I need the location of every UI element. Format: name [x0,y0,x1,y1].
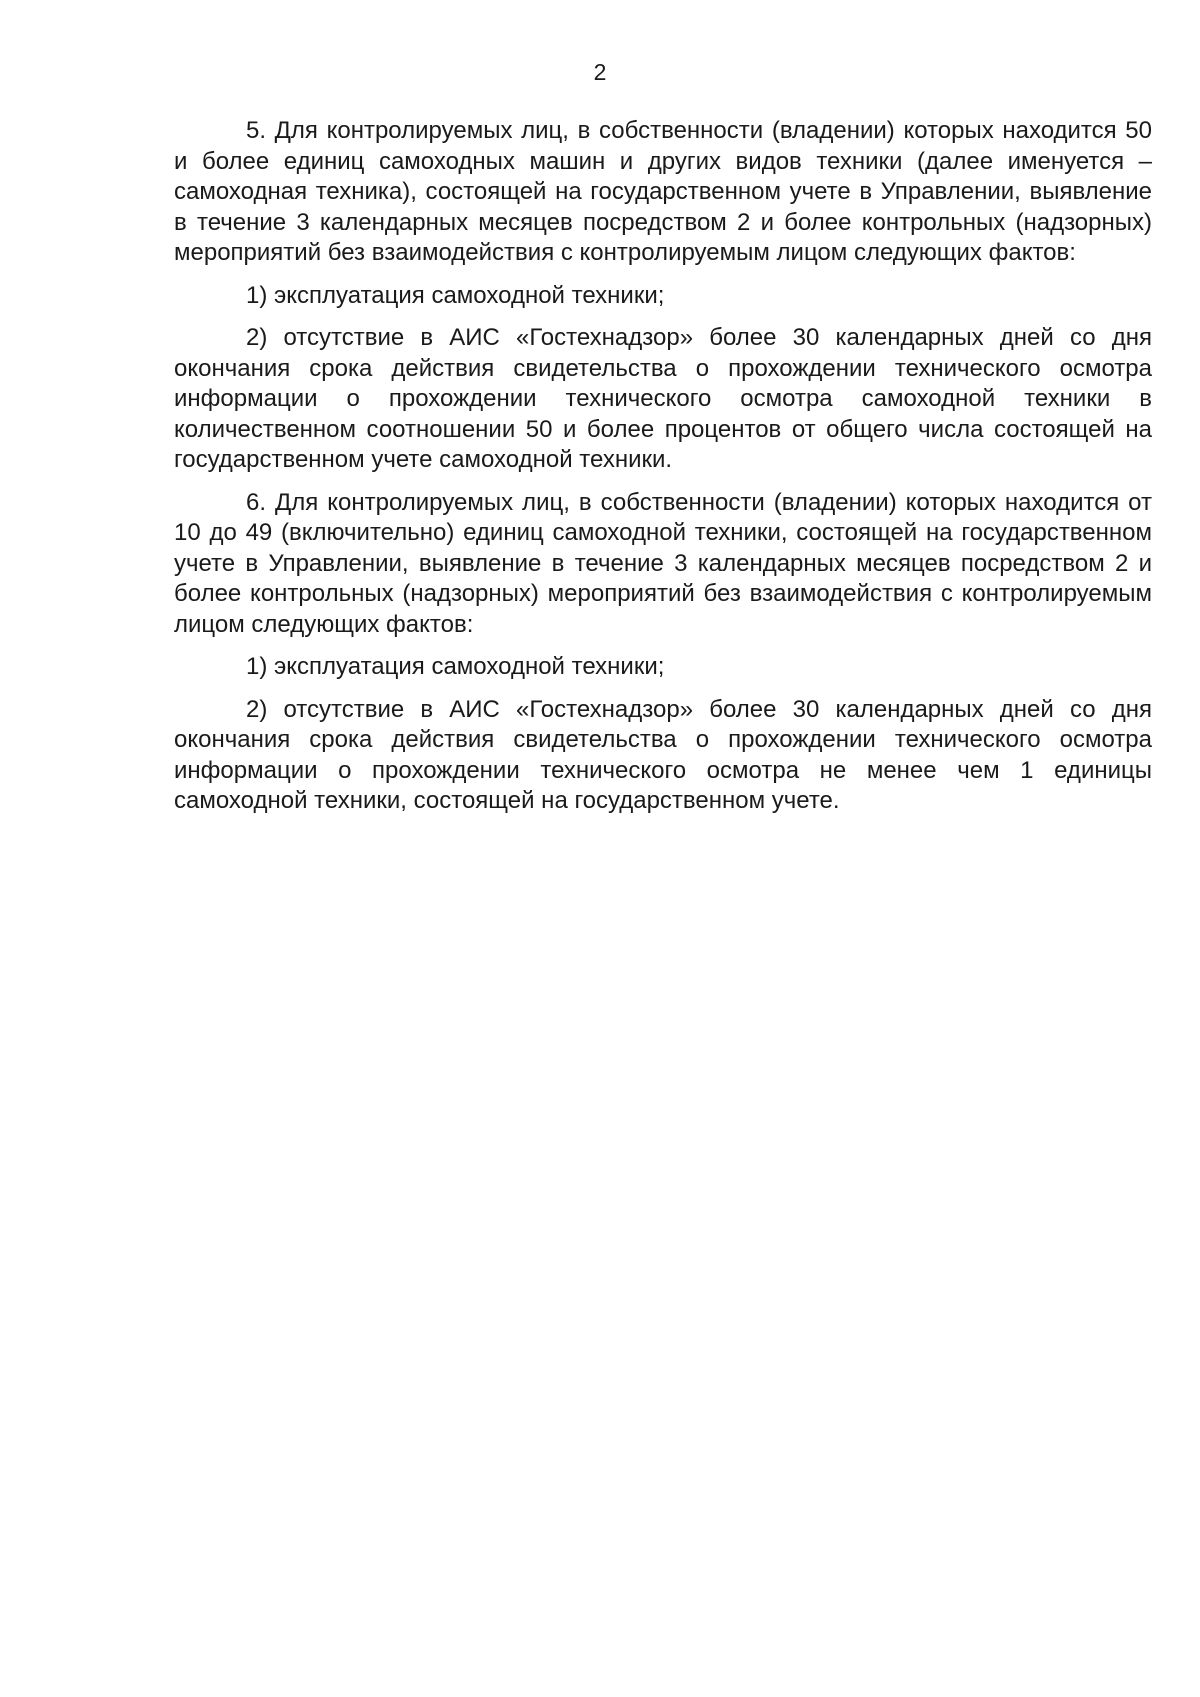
paragraph-subitem-6-1: 1) эксплуатация самоходной техники; [246,653,665,680]
paragraph-subitem-5-2: 2) отсутствие в АИС «Гостехнадзор» более 30 календарных дней со дня окончания срока действия свидетельства о прохождении технического осмотра информации о прохождении технического осмотра самоходной техники в количественном соотношении 50 и более процентов от общего числа состоящей на государственном учете самоходной техники. [174,324,1152,473]
page-number: 2 [593,59,607,85]
paragraph-subitem-6-2: 2) отсутствие в АИС «Гостехнадзор» более 30 календарных дней со дня окончания срока действия свидетельства о прохождении технического осмотра информации о прохождении технического осмотра не менее чем 1 единицы самоходной техники, состоящей на государственном учете. [174,695,1152,814]
paragraph-item-5: 5. Для контролируемых лиц, в собственности (владении) которых находится 50 и более единиц самоходных машин и других видов техники (далее именуется – самоходная техника), состоящей на государственном учете в Управлении, выявление в течение 3 календарных месяцев посредством 2 и более контрольных (надзорных) мероприятий без взаимодействия с контролируемым лицом следующих фактов: [174,117,1152,266]
document-body [174,116,1152,829]
paragraph-item-6: 6. Для контролируемых лиц, в собственности (владении) которых находится от 10 до 49 (включительно) единиц самоходной техники, состоящей на государственном учете в Управлении, выявление в течение 3 календарных месяцев посредством 2 и более контрольных (надзорных) мероприятий без взаимодействия с контролируемым лицом следующих фактов: [174,488,1152,638]
paragraph-subitem-5-1: 1) эксплуатация самоходной техники; [246,281,665,309]
